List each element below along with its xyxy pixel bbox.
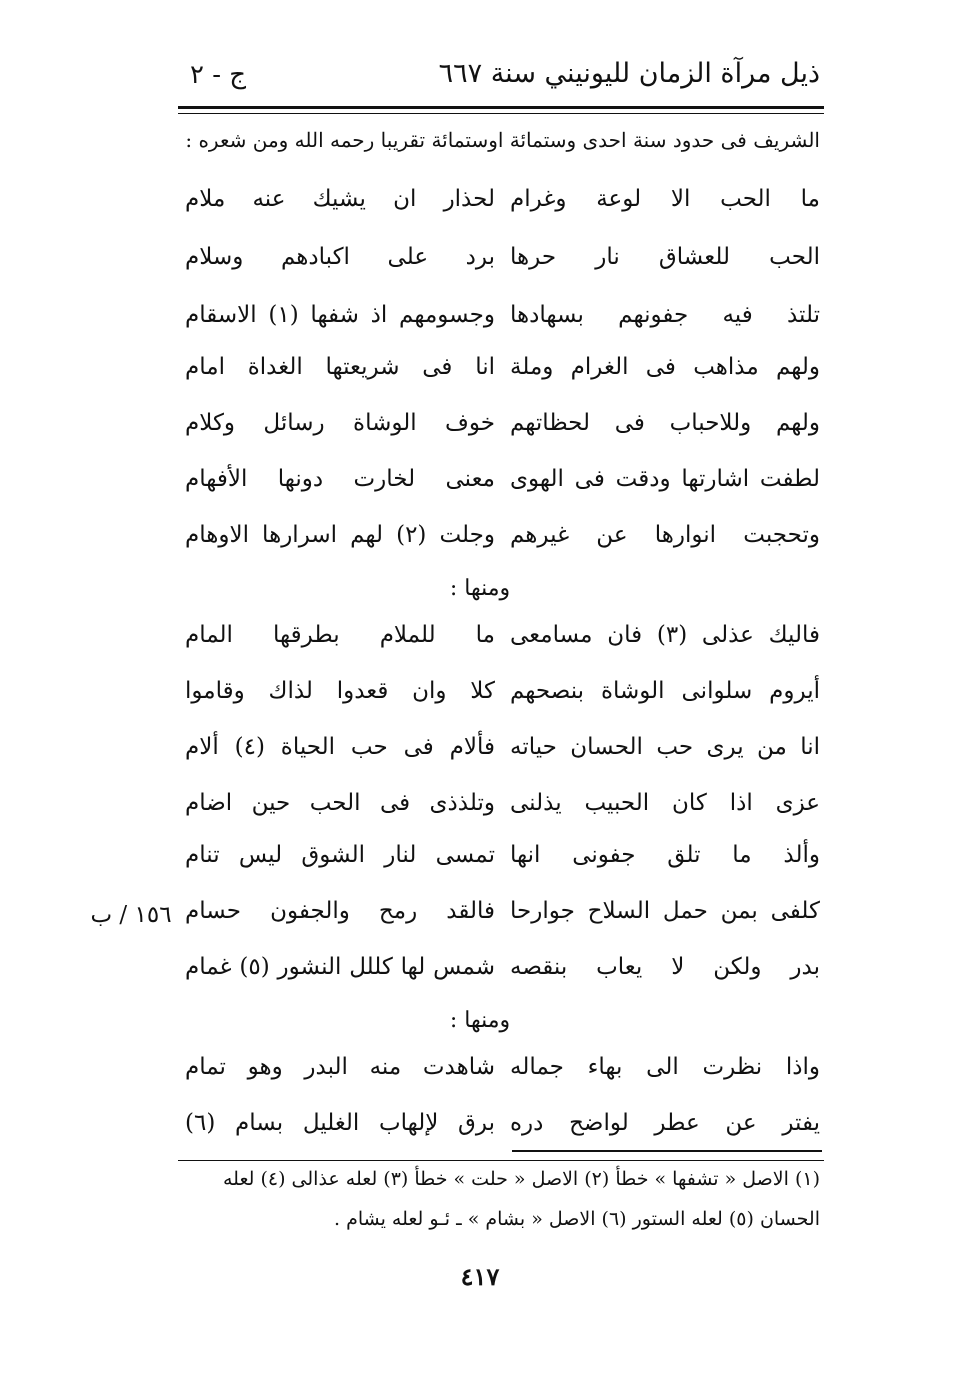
verse-line <box>185 678 820 718</box>
verse-second-hemistich: ما للملام بطرقها المام <box>185 622 495 648</box>
verse-line <box>185 354 820 394</box>
verse-line <box>185 244 820 284</box>
verse-first-hemistich: بدر ولكن لا يعاب بنقصه <box>510 954 820 980</box>
verse-line <box>185 302 820 342</box>
page-number: ٤١٧ <box>460 1262 500 1291</box>
verse-second-hemistich: شاهدت منه البدر وهو تمام <box>185 1054 495 1080</box>
verse-first-hemistich: فاليك عذلى (٣) فان مسامعى <box>510 622 820 648</box>
verse-first-hemistich: الحب للعشاق نار حرها <box>510 244 820 270</box>
verse-second-hemistich: تمسى لنار الشوق ليس تنام <box>185 842 495 868</box>
verse-second-hemistich: انا فى شريعتها الغداة امام <box>185 354 495 380</box>
verse-line <box>185 1110 820 1150</box>
footnote-line: الحسان (٥) لعله الستور (٦) الاصل « بشام » ـ ئـو لعله يشام . <box>334 1208 820 1230</box>
verse-second-hemistich: لحذار ان يشيك عنه ملام <box>185 186 495 212</box>
section-heading: ومنها : <box>449 1008 511 1033</box>
header-rule-thick <box>178 106 824 109</box>
verse-first-hemistich: أيروم سلوانى الوشاة بنصحهم <box>510 678 820 704</box>
verse-first-hemistich: واذا نظرت الى بهاء جماله <box>510 1054 820 1080</box>
verse-first-hemistich: كلفى بمن حمل السلاح جوارحا <box>510 898 820 924</box>
verse-second-hemistich: وجلت (٢) لهم اسرارها الاوهام <box>185 522 495 548</box>
verse-first-hemistich: انا من يرى حب الحسان حياته <box>510 734 820 760</box>
verse-line <box>185 842 820 882</box>
verse-line <box>185 622 820 662</box>
verse-underline <box>512 1150 822 1152</box>
header-rule-thin <box>178 113 824 114</box>
verse-line <box>185 898 820 938</box>
verse-second-hemistich: وجسومهم اذ شفها (١) الاسقام <box>185 302 495 328</box>
verse-line <box>185 790 820 830</box>
volume-indicator: ج - ٢ <box>190 60 247 90</box>
verse-line <box>185 410 820 450</box>
verse-first-hemistich: وتحجبت انوارها عن غيرهم <box>510 522 820 548</box>
verse-second-hemistich: خوف الوشاة رسائل وكلام <box>185 410 495 436</box>
verse-second-hemistich: معنى لخارت دونها الأفهام <box>185 466 495 492</box>
verse-first-hemistich: ولهم مذاهب فى الغرام وملة <box>510 354 820 380</box>
verse-line <box>185 734 820 774</box>
verse-first-hemistich: لطفت اشارتها ودقت فى الهوى <box>510 466 820 492</box>
footnote-rule <box>178 1160 824 1161</box>
folio-margin-note: ١٥٦ / ب <box>90 902 172 928</box>
intro-prose-line: الشريف فى حدود سنة احدى وستمائة اوستمائة تقريبا رحمه الله ومن شعره : <box>185 128 820 152</box>
verse-first-hemistich: ما الحب الا لوعة وغرام <box>510 186 820 212</box>
verse-line <box>185 954 820 994</box>
verse-first-hemistich: ولهم وللاحباب فى لحظاتهم <box>510 410 820 436</box>
verse-second-hemistich: برد على اكبادهم وسلام <box>185 244 495 270</box>
verse-second-hemistich: كلا وان قعدوا لذاك وقاموا <box>185 678 495 704</box>
verse-first-hemistich: عزى اذا كان الحبيب يذلنى <box>510 790 820 816</box>
verse-line <box>185 186 820 226</box>
verse-second-hemistich: وتلذذى فى الحب حين اضام <box>185 790 495 816</box>
running-header-title: ذيل مرآة الزمان لليونيني سنة ٦٦٧ <box>438 58 820 89</box>
verse-line <box>185 1054 820 1094</box>
verse-second-hemistich: فالقد رمح والجفون حسام <box>185 898 495 924</box>
verse-line <box>185 522 820 562</box>
verse-second-hemistich: برق لإلهاب الغليل بسام (٦) <box>185 1110 495 1136</box>
verse-second-hemistich: شمس لها كللل النشور (٥) غمام <box>185 954 496 980</box>
verse-first-hemistich: يفتر عن عطر لواضح دره <box>510 1110 820 1136</box>
section-heading: ومنها : <box>449 576 511 601</box>
verse-line <box>185 466 820 506</box>
verse-first-hemistich: تلتذ فيه جفونهم بسهادها <box>510 302 820 328</box>
verse-first-hemistich: وألذ ما تلق جفونى انها <box>510 842 820 868</box>
footnote-line: (١) الاصل « تشفها » خطأ (٢) الاصل « حلت » خطأ (٣) لعله عذالى (٤) لعله <box>222 1168 820 1190</box>
verse-second-hemistich: فألام فى حب الحياة (٤) ألام <box>185 734 495 760</box>
